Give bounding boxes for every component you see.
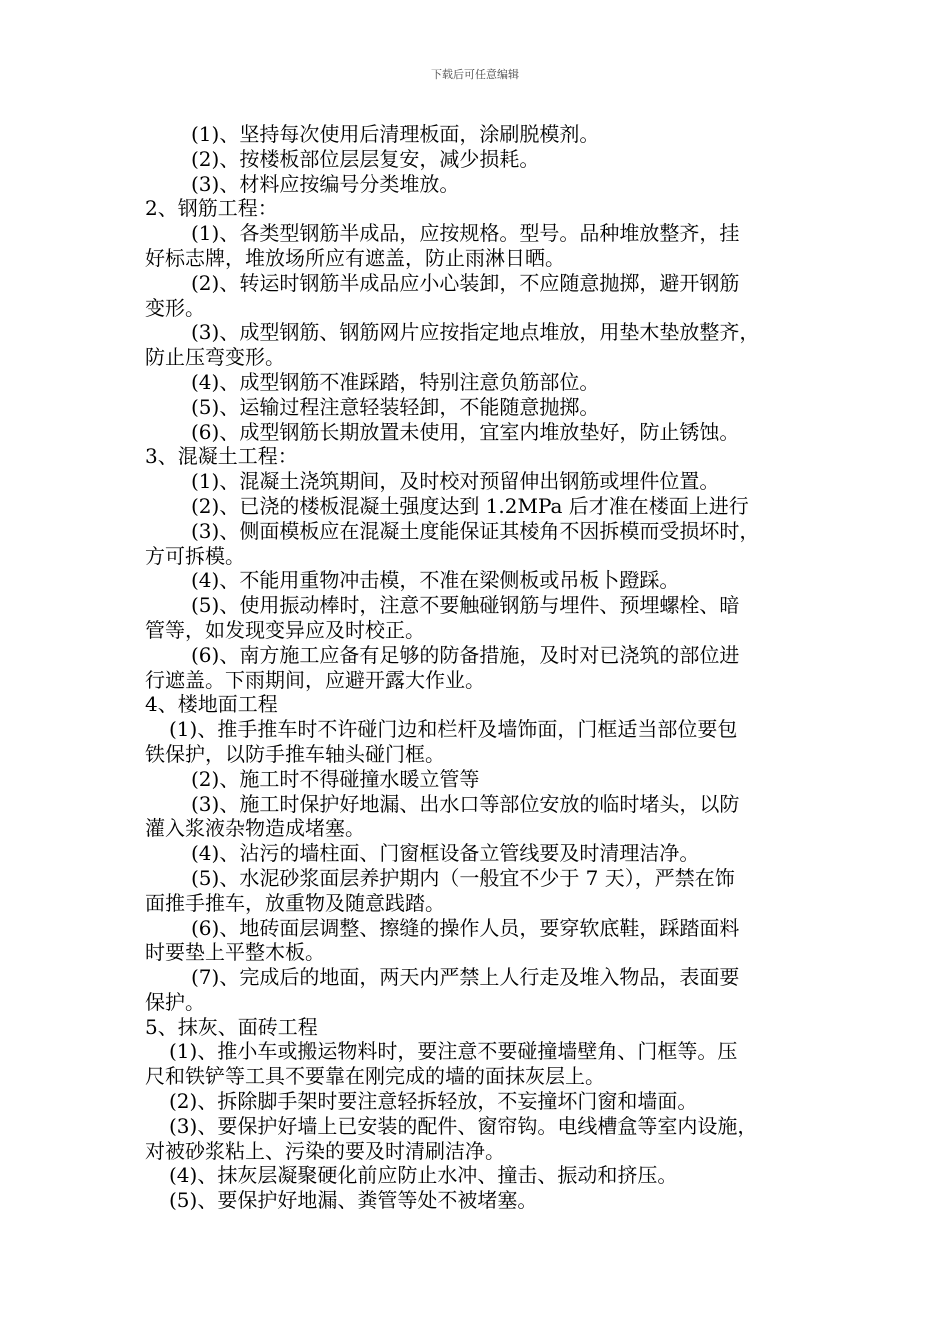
text-line: (3)、要保护好墙上已安装的配件、窗帘钩。电线槽盒等室内设施， bbox=[169, 1113, 758, 1138]
text-line: 方可拆模。 bbox=[145, 543, 245, 568]
text-line: 保护。 bbox=[145, 989, 205, 1014]
text-line: (5)、使用振动棒时，注意不要触碰钢筋与埋件、预埋螺栓、暗 bbox=[191, 593, 740, 618]
text-line: 好标志牌，堆放场所应有遮盖，防止雨淋日晒。 bbox=[145, 245, 565, 270]
text-line: (3)、成型钢筋、钢筋网片应按指定地点堆放，用垫木垫放整齐， bbox=[191, 320, 760, 345]
text-line: (4)、成型钢筋不准踩踏，特别注意负筋部位。 bbox=[191, 369, 600, 394]
text-line: (6)、南方施工应备有足够的防备措施，及时对已浇筑的部位进 bbox=[191, 642, 740, 667]
text-line: (5)、运输过程注意轻装轻卸，不能随意抛掷。 bbox=[191, 394, 600, 419]
text-line: 行遮盖。下雨期间，应避开露大作业。 bbox=[145, 667, 485, 692]
text-line: 时要垫上平整木板。 bbox=[145, 940, 325, 965]
text-line: (4)、抹灰层凝聚硬化前应防止水冲、撞击、振动和挤压。 bbox=[169, 1163, 678, 1188]
text-line: 2、钢筋工程： bbox=[145, 196, 278, 221]
text-line: (4)、沾污的墙柱面、门窗框设备立管线要及时清理洁净。 bbox=[191, 841, 700, 866]
text-line: (2)、已浇的楼板混凝土强度达到 1.2MPa 后才准在楼面上进行 bbox=[191, 493, 749, 518]
page-header: 下载后可任意编辑 bbox=[431, 68, 519, 81]
text-line: 管等，如发现变异应及时校正。 bbox=[145, 617, 425, 642]
text-line: (2)、拆除脚手架时要注意轻拆轻放，不妄撞坏门窗和墙面。 bbox=[169, 1089, 698, 1114]
text-line: (3)、施工时保护好地漏、出水口等部位安放的临时堵头，以防 bbox=[191, 791, 740, 816]
text-line: 防止压弯变形。 bbox=[145, 345, 285, 370]
text-line: (1)、推小车或搬运物料时，要注意不要碰撞墙壁角、门框等。压 bbox=[169, 1039, 738, 1064]
text-line: (5)、水泥砂浆面层养护期内（一般宜不少于 7 天），严禁在饰 bbox=[191, 865, 735, 890]
text-line: 3、混凝土工程： bbox=[145, 444, 298, 469]
text-line: (1)、坚持每次使用后清理板面，涂刷脱模剂。 bbox=[191, 122, 600, 146]
text-line: 变形。 bbox=[145, 295, 205, 320]
text-line: 灌入浆液杂物造成堵塞。 bbox=[145, 816, 365, 841]
text-line: (6)、成型钢筋长期放置未使用，宜室内堆放垫好，防止锈蚀。 bbox=[191, 419, 740, 444]
text-line: (2)、转运时钢筋半成品应小心装卸，不应随意抛掷，避开钢筋 bbox=[191, 270, 740, 295]
text-line: 4、楼地面工程 bbox=[145, 692, 278, 717]
text-line: (2)、按楼板部位层层复安，减少损耗。 bbox=[191, 146, 540, 171]
text-line: (7)、完成后的地面，两天内严禁上人行走及堆入物品，表面要 bbox=[191, 965, 740, 990]
text-line: 面推手推车，放重物及随意践踏。 bbox=[145, 890, 445, 915]
text-line: (6)、地砖面层调整、擦缝的操作人员，要穿软底鞋，踩踏面料 bbox=[191, 915, 740, 940]
text-line: 5、抹灰、面砖工程 bbox=[145, 1014, 318, 1039]
text-line: (3)、材料应按编号分类堆放。 bbox=[191, 171, 460, 196]
text-line: (2)、施工时不得碰撞水暖立管等 bbox=[191, 766, 480, 791]
text-line: (4)、不能用重物冲击模，不准在梁侧板或吊板卜蹬踩。 bbox=[191, 568, 680, 593]
text-line: 尺和铁铲等工具不要靠在刚完成的墙的面抹灰层上。 bbox=[145, 1064, 605, 1089]
text-line: 对被砂浆粘上、污染的要及时清刷洁净。 bbox=[145, 1138, 505, 1163]
text-line: (3)、侧面模板应在混凝土度能保证其棱角不因拆模而受损坏时， bbox=[191, 518, 760, 543]
text-line: (5)、要保护好地漏、粪管等处不被堵塞。 bbox=[169, 1188, 538, 1213]
text-line: 铁保护，以防手推车轴头碰门框。 bbox=[145, 741, 445, 766]
document-body bbox=[145, 122, 825, 1213]
text-line: (1)、推手推车时不许碰门边和栏杆及墙饰面，门框适当部位要包 bbox=[169, 717, 738, 742]
text-line: (1)、各类型钢筋半成品，应按规格。型号。品种堆放整齐，挂 bbox=[191, 221, 740, 246]
text-line: (1)、混凝土浇筑期间，及时校对预留伸出钢筋或埋件位置。 bbox=[191, 469, 720, 494]
